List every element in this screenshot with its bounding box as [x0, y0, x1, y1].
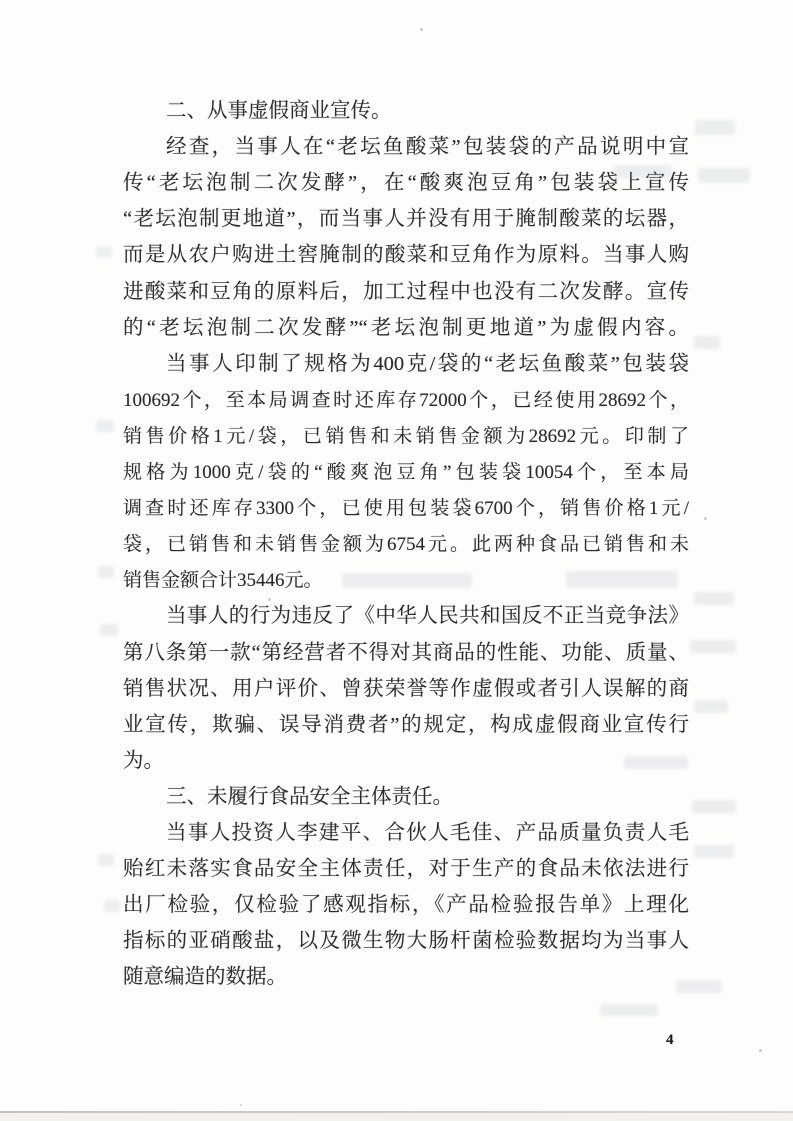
page-number: 4	[666, 1032, 674, 1048]
text-line: 指标的亚硝酸盐，以及微生物大肠杆菌检验数据均为当事人	[123, 930, 689, 953]
text-line: 随意编造的数据。	[123, 966, 287, 989]
text-line: 业宣传，欺骗、误导消费者”的规定，构成虚假商业宣传行	[123, 713, 689, 736]
scan-bottom-edge-shadow	[0, 1113, 793, 1121]
text-line: 贻红未落实食品安全主体责任，对于生产的食品未依法进行	[123, 858, 689, 881]
text-line: 而是从农户购进土窖腌制的酸菜和豆角作为原料。当事人购	[123, 244, 689, 267]
text-line: 销售金额合计35446元。	[123, 570, 323, 592]
text-line: 规格为1000克/袋的“酸爽泡豆角”包装袋10054个，至本局	[123, 462, 689, 483]
text-line: 销售价格1元/袋，已销售和未销售金额为28692元。印制了	[123, 425, 689, 447]
text-line: 经查，当事人在“老坛鱼酸菜”包装袋的产品说明中宣	[166, 136, 689, 159]
text-line: 调查时还库存3300个，已使用包装袋6700个，销售价格1元/	[123, 498, 689, 520]
text-line: 当事人投资人李建平、合伙人毛佳、产品质量负责人毛	[166, 822, 689, 844]
text-line: 袋，已销售和未销售金额为6754元。此两种食品已销售和未	[123, 534, 689, 556]
text-line: 销售状况、用户评价、曾获荣誉等作虚假或者引人误解的商	[123, 677, 689, 700]
text-line: 的“老坛泡制二次发酵”“老坛泡制更地道”为虚假内容。	[123, 316, 689, 339]
text-line: 为。	[123, 749, 164, 772]
text-line: 当事人的行为违反了《中华人民共和国反不正当竞争法》	[166, 605, 689, 628]
text-line: 三、未履行食品安全主体责任。	[166, 785, 453, 808]
text-line: 进酸菜和豆角的原料后，加工过程中也没有二次发酵。宣传	[123, 280, 689, 303]
text-line: 出厂检验，仅检验了感观指标，《产品检验报告单》上理化	[123, 894, 689, 917]
text-line: 传“老坛泡制二次发酵”，在“酸爽泡豆角”包装袋上宣传	[123, 172, 689, 195]
text-line: 第八条第一款“第经营者不得对其商品的性能、功能、质量、	[123, 641, 689, 664]
text-line: 当事人印制了规格为400克/袋的“老坛鱼酸菜”包装袋	[166, 352, 689, 375]
text-line: 100692个，至本局调查时还库存72000个，已经使用28692个，	[123, 389, 689, 411]
text-line: 二、从事虚假商业宣传。	[166, 100, 392, 122]
text-line: “老坛泡制更地道”，而当事人并没有用于腌制酸菜的坛器，	[123, 208, 689, 231]
